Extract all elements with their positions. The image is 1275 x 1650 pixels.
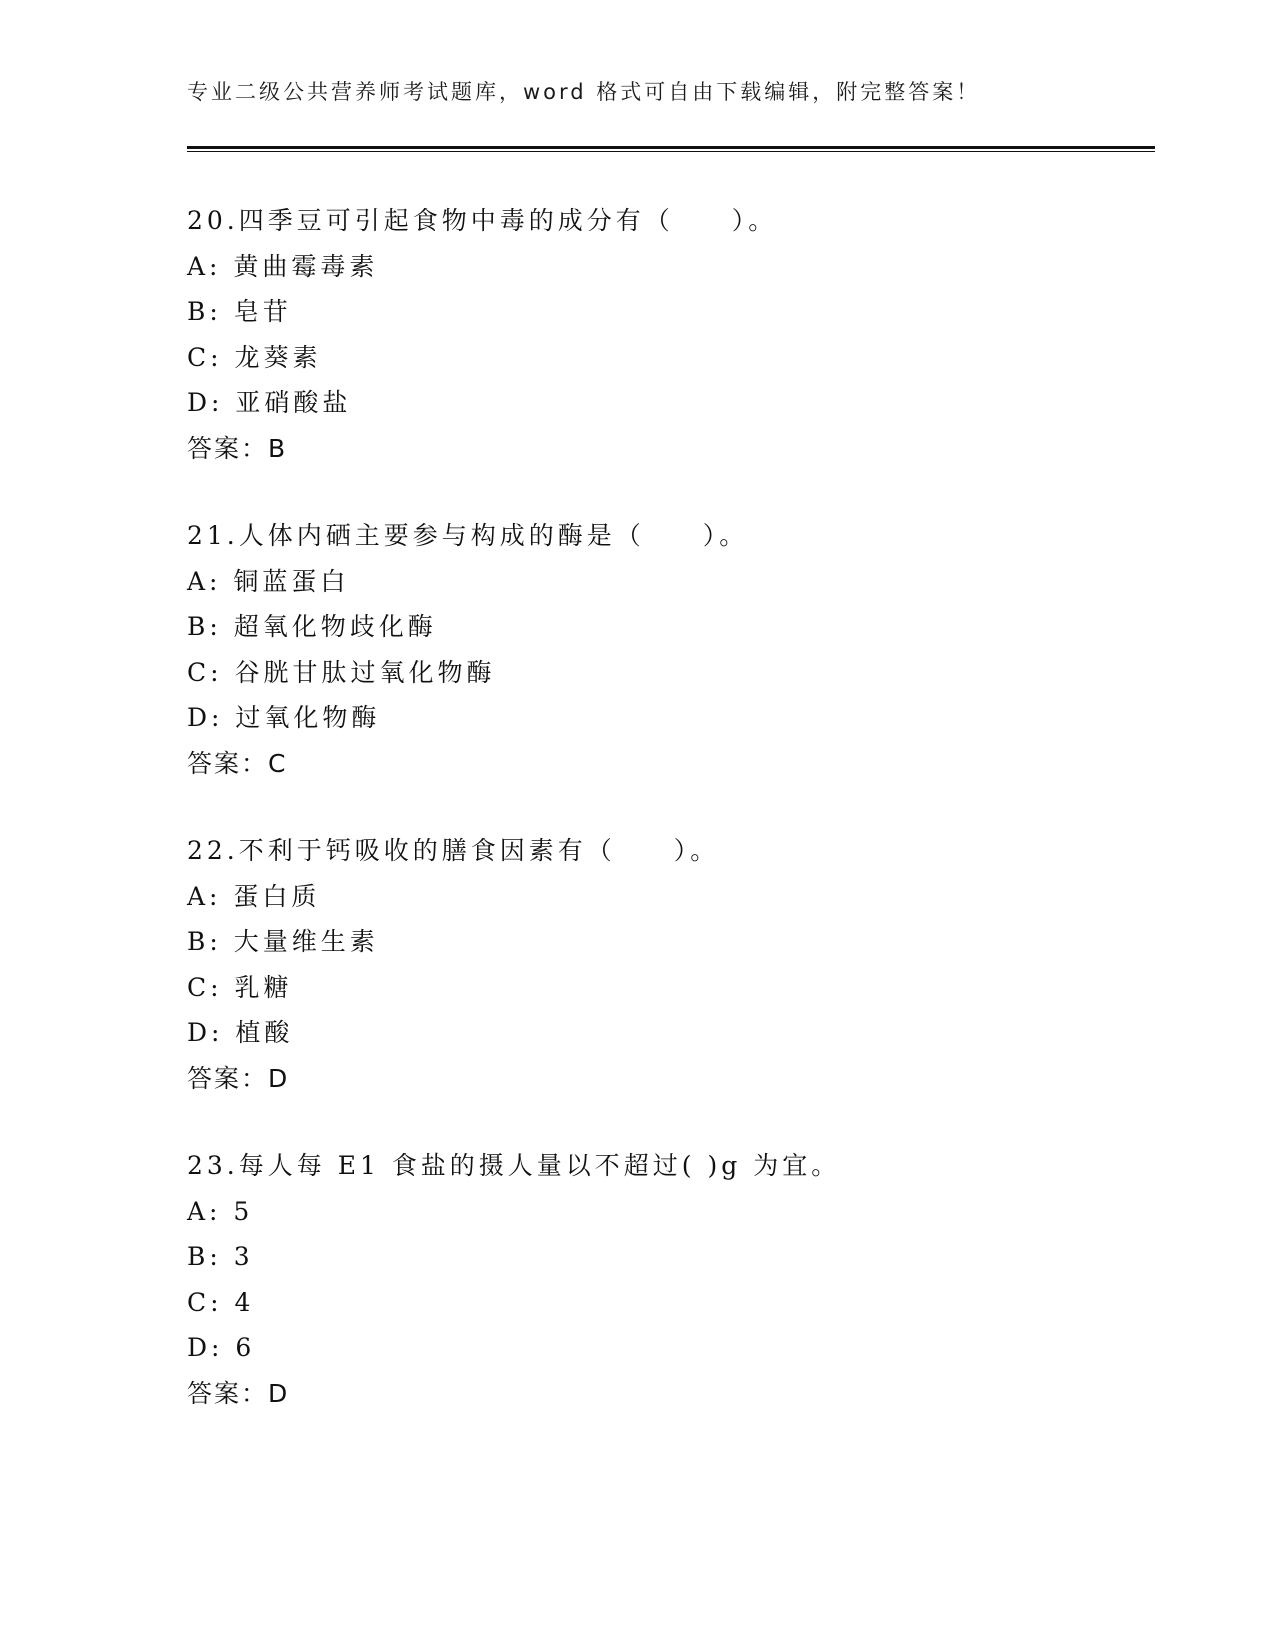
option-c: C: 乳糖 <box>187 972 293 1002</box>
question-stem: 22.不利于钙吸收的膳食因素有（ ）。 <box>187 836 720 865</box>
question-stem: 21.人体内硒主要参与构成的酶是（ ）。 <box>187 521 749 550</box>
question-22 <box>187 828 1147 1101</box>
option-b: B: 超氧化物歧化酶 <box>187 612 437 641</box>
answer: 答案：C <box>187 748 288 778</box>
option-d: D: 植酸 <box>187 1018 294 1047</box>
question-21 <box>187 513 1147 786</box>
option-a: A: 蛋白质 <box>187 881 321 911</box>
page-header: 专业二级公共营养师考试题库，word 格式可自由下载编辑，附完整答案！ <box>187 80 981 104</box>
question-stem: 20.四季豆可引起食物中毒的成分有（ ）。 <box>187 206 778 235</box>
option-b: B: 大量维生素 <box>187 927 379 956</box>
question-20 <box>187 198 1147 471</box>
header-rule-thin <box>187 151 1155 152</box>
question-23 <box>187 1143 1147 1416</box>
option-a: A: 5 <box>187 1196 254 1226</box>
option-d: D: 6 <box>187 1333 256 1362</box>
option-b: B: 皂苷 <box>187 297 292 326</box>
answer: 答案：D <box>187 1063 290 1093</box>
option-d: D: 过氧化物酶 <box>187 703 381 732</box>
header-rule-thick <box>187 146 1155 149</box>
option-a: A: 黄曲霉毒素 <box>187 251 379 281</box>
option-b: B: 3 <box>187 1242 254 1271</box>
question-stem: 23.每人每 E1 食盐的摄人量以不超过( )g 为宜。 <box>187 1151 841 1180</box>
option-c: C: 龙葵素 <box>187 342 322 372</box>
option-c: C: 谷胱甘肽过氧化物酶 <box>187 657 496 687</box>
answer: 答案：D <box>187 1378 290 1408</box>
answer: 答案：B <box>187 433 288 463</box>
option-c: C: 4 <box>187 1287 255 1317</box>
option-a: A: 铜蓝蛋白 <box>187 566 350 596</box>
option-d: D: 亚硝酸盐 <box>187 388 352 417</box>
